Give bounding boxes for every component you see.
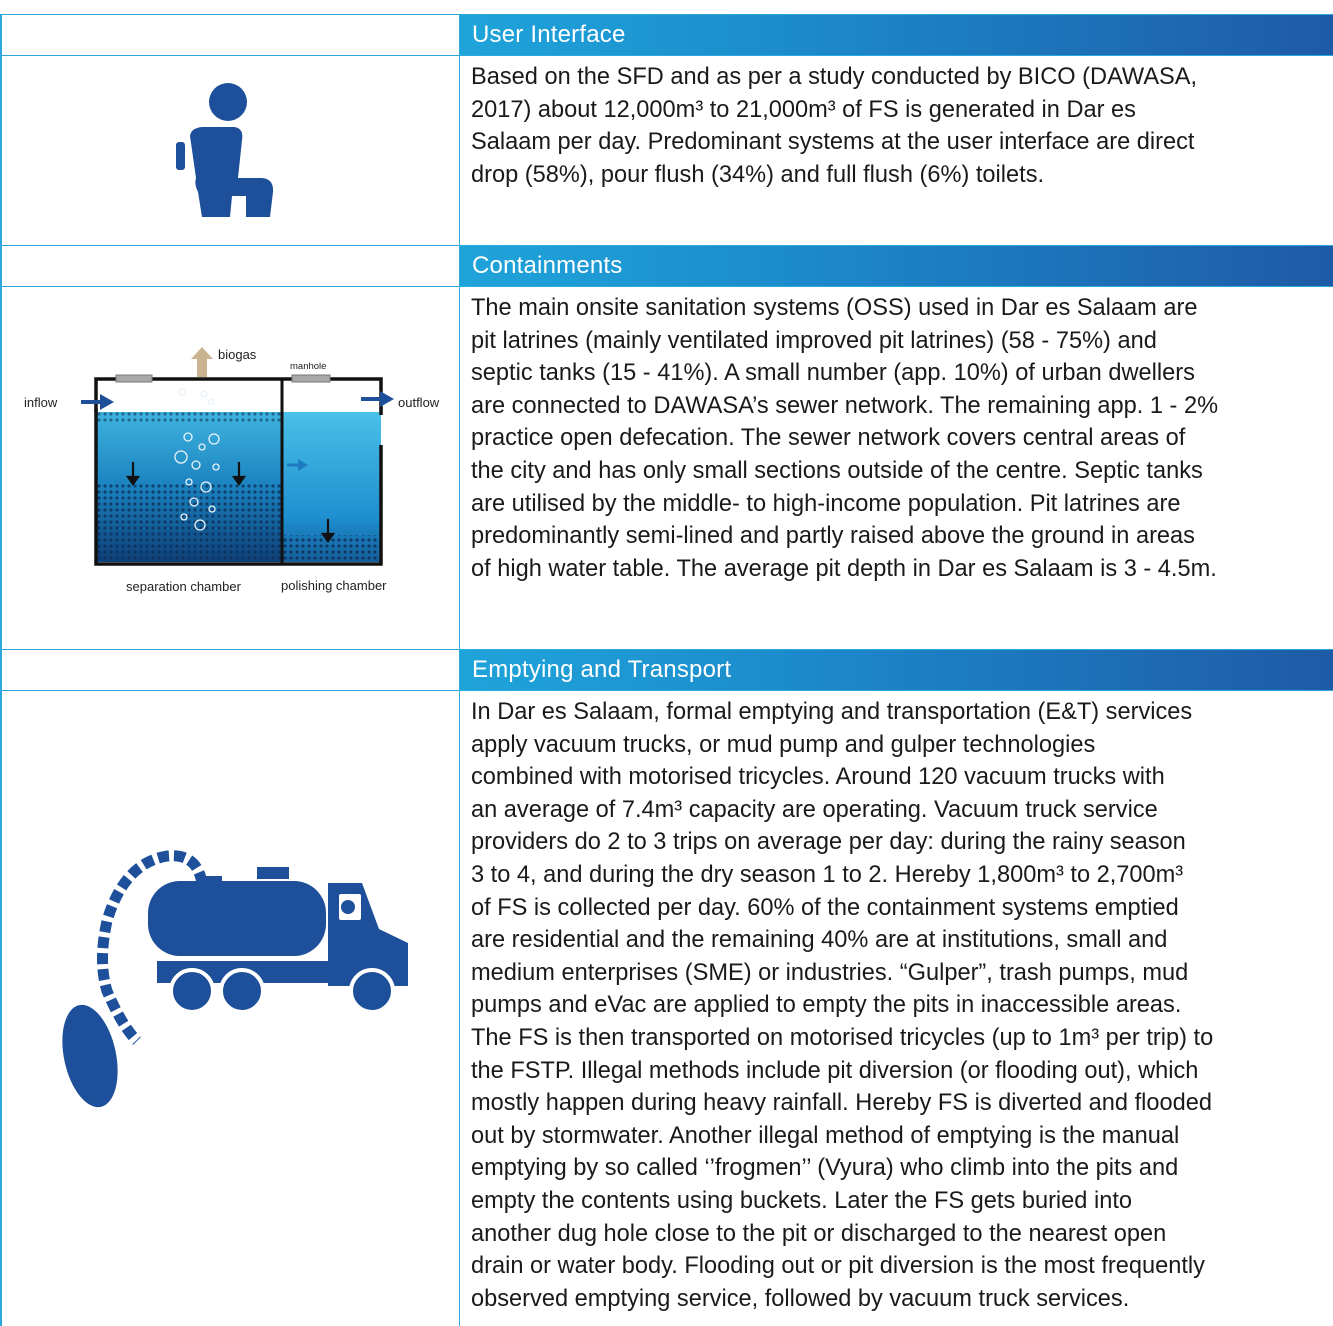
section-body xyxy=(471,292,1327,585)
body-line: In Dar es Salaam, formal emptying and transportation (E&T) services xyxy=(471,699,1193,725)
body-line: are utilised by the middle- to high-income population. Pit latrines are xyxy=(471,490,1181,517)
body-line: of FS is collected per day. 60% of the containment systems emptied xyxy=(471,894,1179,921)
header-left-cell xyxy=(0,15,460,55)
section-body-row xyxy=(0,691,1333,1326)
tank-wall xyxy=(96,379,381,415)
header-left-cell xyxy=(0,650,460,690)
outflow-label: outflow xyxy=(398,395,440,410)
body-line: another dug hole close to the pit or discharged to the nearest open xyxy=(471,1220,1167,1247)
separation-chamber-label: separation chamber xyxy=(126,579,241,594)
body-line: combined with motorised tricycles. Around 120 vacuum trucks with xyxy=(471,764,1165,791)
body-line: septic tanks (15 - 41%). A small number (app. 10%) of urban dwellers xyxy=(471,360,1195,387)
body-line: emptying by so called ‘’frogmen’’ (Vyura) who climb into the pits and xyxy=(471,1155,1179,1182)
toilet-user-icon xyxy=(162,80,282,220)
tanker xyxy=(148,881,326,956)
body-line: 2017) about 12,000m³ to 21,000m³ of FS is generated in Dar es xyxy=(471,96,1136,123)
sludge-layer xyxy=(96,482,281,562)
body-line: are connected to DAWASA’s sewer network. The remaining app. 1 - 2% xyxy=(471,392,1219,419)
section-body xyxy=(471,61,1327,191)
text-cell xyxy=(460,287,1333,649)
section-body-row xyxy=(0,56,1333,245)
section-header-row xyxy=(0,246,1333,286)
diagram-cell xyxy=(0,287,460,649)
icon-cell xyxy=(0,691,460,1326)
body-line: medium enterprises (SME) or industries. “Gulper”, trash pumps, mud xyxy=(471,959,1189,986)
section-title: Emptying and Transport xyxy=(472,656,732,683)
section-title: Containments xyxy=(472,252,623,279)
section-header xyxy=(460,650,1333,690)
body-line: The main onsite sanitation systems (OSS) used in Dar es Salaam are xyxy=(471,295,1198,321)
body-line: empty the contents using buckets. Later the FS gets buried into xyxy=(471,1187,1133,1214)
header-left-cell xyxy=(0,246,460,286)
body-line: the city and has only small sections outside of the centre. Septic tanks xyxy=(471,457,1203,484)
septic-tank-diagram xyxy=(6,297,456,627)
manhole-label: manhole xyxy=(290,361,327,372)
section-header xyxy=(460,246,1333,286)
wheel xyxy=(221,970,263,1012)
body-line: 3 to 4, and during the dry season 1 to 2. Hereby 1,800m³ to 2,700m³ xyxy=(471,861,1184,888)
section-header-row xyxy=(0,15,1333,55)
section-header xyxy=(460,15,1333,55)
body-line: pit latrines (mainly ventilated improved pit latrines) (58 - 75%) and xyxy=(471,327,1157,354)
body-line: apply vacuum trucks, or mud pump and gulper technologies xyxy=(471,731,1096,758)
body-line: practice open defecation. The sewer network covers central areas of xyxy=(471,425,1186,452)
body-line: Based on the SFD and as per a study conducted by BICO (DAWASA, xyxy=(471,64,1198,90)
body-line: predominantly semi-lined and partly raised above the ground in areas xyxy=(471,523,1195,550)
wheel xyxy=(351,970,393,1012)
text-cell xyxy=(460,691,1333,1326)
section-body-row xyxy=(0,287,1333,649)
body-line: out by stormwater. Another illegal method of emptying is the manual xyxy=(471,1122,1180,1149)
body-line: mostly happen during heavy rainfall. Hereby FS is diverted and flooded xyxy=(471,1090,1213,1117)
body-line: an average of 7.4m³ capacity are operating. Vacuum truck service xyxy=(471,796,1158,823)
body-line: The FS is then transported on motorised tricycles (up to 1m³ per trip) to xyxy=(471,1024,1214,1051)
biogas-label: biogas xyxy=(218,347,257,362)
body-line: drain or water body. Flooding out or pit diversion is the most frequently xyxy=(471,1253,1205,1280)
body-line: drop (58%), pour flush (34%) and full flush (6%) toilets. xyxy=(471,161,1045,188)
body-line: pumps and eVac are applied to empty the pits in inaccessible areas. xyxy=(471,992,1182,1019)
body-line: Salaam per day. Predominant systems at the user interface are direct xyxy=(471,129,1195,156)
biogas-arrow-icon xyxy=(191,347,213,377)
scum-layer xyxy=(96,412,281,424)
lid xyxy=(116,375,152,382)
polishing-sludge xyxy=(283,535,381,562)
section-body xyxy=(471,696,1327,1315)
manhole-lid xyxy=(292,375,330,382)
polishing-chamber-label: polishing chamber xyxy=(281,578,387,593)
text-cell xyxy=(460,56,1333,245)
section-header-row xyxy=(0,650,1333,690)
body-line: of high water table. The average pit depth in Dar es Salaam is 3 - 4.5m. xyxy=(471,555,1217,582)
body-line: the FSTP. Illegal methods include pit diversion (or flooding out), which xyxy=(471,1057,1199,1084)
body-line: are residential and the remaining 40% are at institutions, small and xyxy=(471,927,1168,954)
vacuum-truck-icon xyxy=(52,811,432,1111)
body-line: providers do 2 to 3 trips on average per day: during the rainy season xyxy=(471,829,1186,856)
icon-cell xyxy=(0,56,460,245)
wheel xyxy=(171,970,213,1012)
inflow-label: inflow xyxy=(24,395,58,410)
body-line: observed emptying service, followed by vacuum truck services. xyxy=(471,1285,1130,1312)
section-title: User Interface xyxy=(472,21,626,48)
